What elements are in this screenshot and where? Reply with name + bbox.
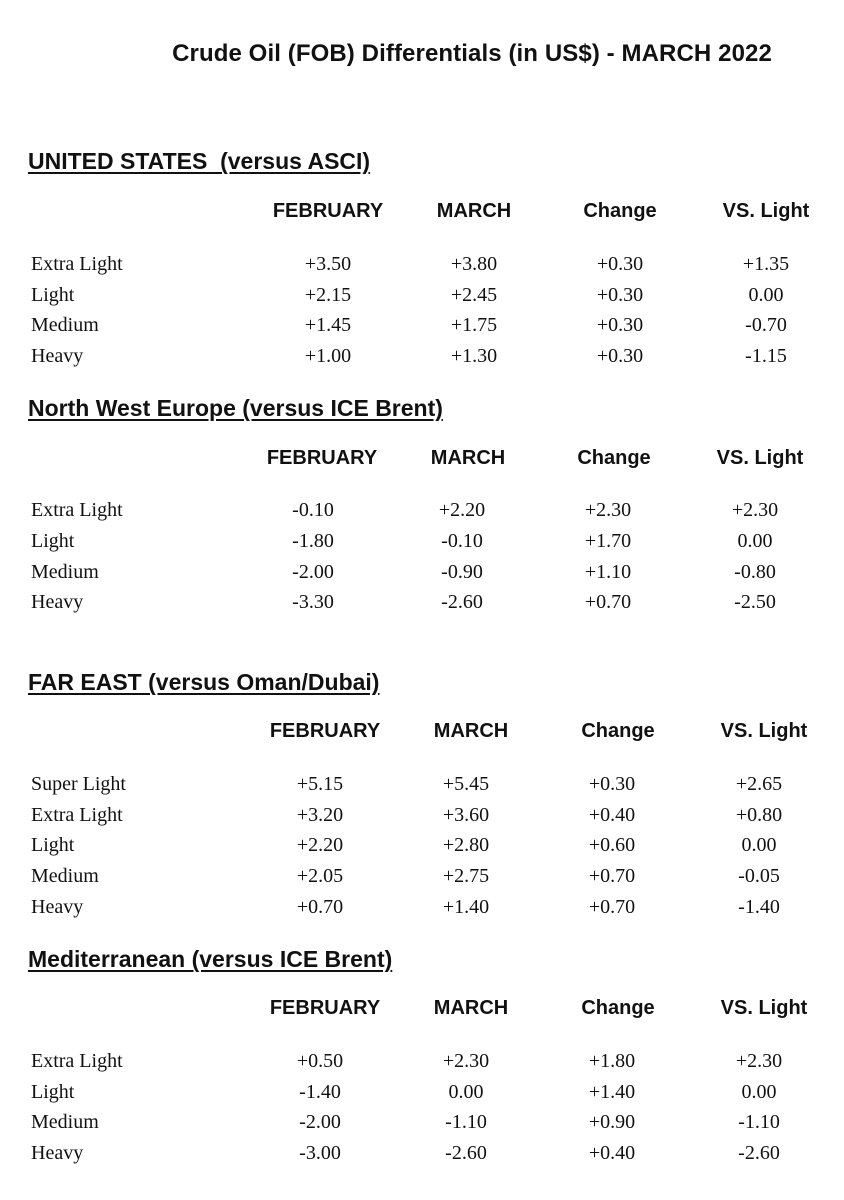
change-value: +1.10 xyxy=(584,561,632,583)
table-row xyxy=(0,526,844,556)
table-row xyxy=(0,1077,844,1107)
table-row xyxy=(0,861,844,891)
march-value: +2.80 xyxy=(442,834,490,856)
vs-light-value: 0.00 xyxy=(741,1081,777,1103)
table-row xyxy=(0,1138,844,1168)
february-value: +0.50 xyxy=(296,1050,344,1072)
february-value: -1.80 xyxy=(292,530,334,552)
february-value: +2.15 xyxy=(304,284,352,306)
vs-light-value: -0.70 xyxy=(745,314,787,336)
march-value: +1.75 xyxy=(450,314,498,336)
column-header-row xyxy=(0,716,844,746)
column-header-row xyxy=(0,443,844,473)
section-title: North West Europe (versus ICE Brent) xyxy=(28,395,443,421)
grade-label: Extra Light xyxy=(31,499,123,521)
march-value: +2.30 xyxy=(442,1050,490,1072)
document-title: Crude Oil (FOB) Differentials (in US$) - MARCH 2022 xyxy=(172,40,772,67)
march-value: +1.40 xyxy=(442,896,490,918)
table-row xyxy=(0,495,844,525)
march-value: +5.45 xyxy=(442,773,490,795)
february-value: +3.20 xyxy=(296,804,344,826)
february-value: -2.00 xyxy=(292,561,334,583)
march-value: -0.90 xyxy=(441,561,483,583)
vs-light-value: +2.30 xyxy=(735,1050,783,1072)
column-header-march: MARCH xyxy=(430,447,506,469)
change-value: +0.90 xyxy=(588,1111,636,1133)
table-row xyxy=(0,310,844,340)
table-row xyxy=(0,769,844,799)
change-value: +0.30 xyxy=(596,253,644,275)
grade-label: Heavy xyxy=(31,896,84,918)
grade-label: Light xyxy=(31,834,75,856)
column-header-change: Change xyxy=(581,997,655,1019)
table-row xyxy=(0,557,844,587)
march-value: +3.60 xyxy=(442,804,490,826)
change-value: +1.80 xyxy=(588,1050,636,1072)
grade-label: Extra Light xyxy=(31,253,123,275)
grade-label: Extra Light xyxy=(31,1050,123,1072)
march-value: +3.80 xyxy=(450,253,498,275)
change-value: +0.70 xyxy=(588,896,636,918)
column-header-vs-light: VS. Light xyxy=(716,447,804,469)
grade-label: Super Light xyxy=(31,773,126,795)
column-header-vs-light: VS. Light xyxy=(720,720,808,742)
column-header-change: Change xyxy=(581,720,655,742)
grade-label: Medium xyxy=(31,314,99,336)
change-value: +0.40 xyxy=(588,804,636,826)
february-value: +2.05 xyxy=(296,865,344,887)
vs-light-value: -2.50 xyxy=(734,591,776,613)
section-title: FAR EAST (versus Oman/Dubai) xyxy=(28,669,380,695)
column-header-february: FEBRUARY xyxy=(269,997,381,1019)
grade-label: Heavy xyxy=(31,1142,84,1164)
table-row xyxy=(0,280,844,310)
grade-label: Light xyxy=(31,1081,75,1103)
change-value: +0.70 xyxy=(584,591,632,613)
grade-label: Light xyxy=(31,530,75,552)
grade-label: Medium xyxy=(31,1111,99,1133)
change-value: +0.30 xyxy=(596,345,644,367)
change-value: +2.30 xyxy=(584,499,632,521)
column-header-march: MARCH xyxy=(433,720,509,742)
column-header-vs-light: VS. Light xyxy=(720,997,808,1019)
february-value: -2.00 xyxy=(299,1111,341,1133)
table-row xyxy=(0,341,844,371)
change-value: +0.30 xyxy=(596,314,644,336)
march-value: +2.45 xyxy=(450,284,498,306)
march-value: -1.10 xyxy=(445,1111,487,1133)
grade-label: Medium xyxy=(31,865,99,887)
march-value: 0.00 xyxy=(448,1081,484,1103)
february-value: +2.20 xyxy=(296,834,344,856)
grade-label: Extra Light xyxy=(31,804,123,826)
vs-light-value: 0.00 xyxy=(748,284,784,306)
change-value: +0.40 xyxy=(588,1142,636,1164)
change-value: +0.70 xyxy=(588,865,636,887)
february-value: +3.50 xyxy=(304,253,352,275)
february-value: +5.15 xyxy=(296,773,344,795)
february-value: -3.00 xyxy=(299,1142,341,1164)
march-value: +2.20 xyxy=(438,499,486,521)
february-value: +1.00 xyxy=(304,345,352,367)
table-row xyxy=(0,800,844,830)
vs-light-value: -0.80 xyxy=(734,561,776,583)
march-value: +2.75 xyxy=(442,865,490,887)
column-header-row xyxy=(0,196,844,226)
table-row xyxy=(0,587,844,617)
grade-label: Heavy xyxy=(31,591,84,613)
february-value: -0.10 xyxy=(292,499,334,521)
table-row xyxy=(0,249,844,279)
february-value: +0.70 xyxy=(296,896,344,918)
column-header-february: FEBRUARY xyxy=(266,447,378,469)
section-title: UNITED STATES (versus ASCI) xyxy=(28,148,371,174)
vs-light-value: +2.30 xyxy=(731,499,779,521)
change-value: +0.60 xyxy=(588,834,636,856)
march-value: +1.30 xyxy=(450,345,498,367)
table-row xyxy=(0,1046,844,1076)
column-header-change: Change xyxy=(577,447,651,469)
vs-light-value: -0.05 xyxy=(738,865,780,887)
column-header-march: MARCH xyxy=(433,997,509,1019)
column-header-vs-light: VS. Light xyxy=(722,200,810,222)
change-value: +0.30 xyxy=(588,773,636,795)
vs-light-value: +2.65 xyxy=(735,773,783,795)
vs-light-value: 0.00 xyxy=(737,530,773,552)
vs-light-value: +0.80 xyxy=(735,804,783,826)
table-row xyxy=(0,892,844,922)
vs-light-value: -1.10 xyxy=(738,1111,780,1133)
section-title: Mediterranean (versus ICE Brent) xyxy=(28,946,393,972)
column-header-change: Change xyxy=(583,200,657,222)
change-value: +0.30 xyxy=(596,284,644,306)
vs-light-value: 0.00 xyxy=(741,834,777,856)
vs-light-value: -2.60 xyxy=(738,1142,780,1164)
february-value: -1.40 xyxy=(299,1081,341,1103)
march-value: -2.60 xyxy=(441,591,483,613)
column-header-february: FEBRUARY xyxy=(272,200,384,222)
vs-light-value: -1.40 xyxy=(738,896,780,918)
column-header-row xyxy=(0,993,844,1023)
grade-label: Light xyxy=(31,284,75,306)
grade-label: Medium xyxy=(31,561,99,583)
grade-label: Heavy xyxy=(31,345,84,367)
march-value: -2.60 xyxy=(445,1142,487,1164)
february-value: +1.45 xyxy=(304,314,352,336)
column-header-march: MARCH xyxy=(436,200,512,222)
vs-light-value: +1.35 xyxy=(742,253,790,275)
change-value: +1.40 xyxy=(588,1081,636,1103)
change-value: +1.70 xyxy=(584,530,632,552)
february-value: -3.30 xyxy=(292,591,334,613)
table-row xyxy=(0,830,844,860)
column-header-february: FEBRUARY xyxy=(269,720,381,742)
table-row xyxy=(0,1107,844,1137)
vs-light-value: -1.15 xyxy=(745,345,787,367)
march-value: -0.10 xyxy=(441,530,483,552)
